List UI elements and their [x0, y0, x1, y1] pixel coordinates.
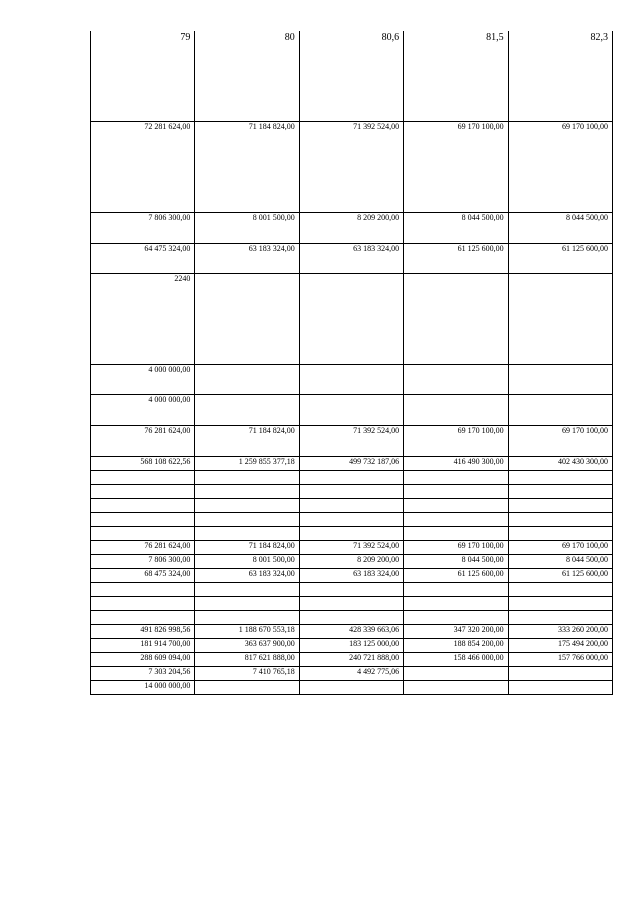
table-cell: 8 044 500,00 [508, 555, 612, 569]
table-cell [91, 499, 195, 513]
table-cell: 81,5 [404, 31, 508, 122]
table-row [91, 681, 613, 695]
table-cell: 7 806 300,00 [91, 213, 195, 244]
table-cell [195, 485, 299, 499]
table-cell: 76 281 624,00 [91, 426, 195, 457]
table-cell: 72 281 624,00 [91, 122, 195, 213]
table-cell: 71 184 824,00 [195, 541, 299, 555]
table-cell: 63 183 324,00 [299, 569, 403, 583]
table-cell [404, 667, 508, 681]
table-cell: 2240 [91, 274, 195, 365]
table-cell [195, 583, 299, 597]
table-cell [404, 527, 508, 541]
table-cell [91, 597, 195, 611]
table-cell: 69 170 100,00 [404, 426, 508, 457]
table-cell [404, 499, 508, 513]
table-cell [404, 681, 508, 695]
table-cell [299, 499, 403, 513]
table-cell: 61 125 600,00 [508, 244, 612, 274]
table-row [91, 274, 613, 365]
table-cell: 80 [195, 31, 299, 122]
table-cell [195, 471, 299, 485]
table-row [91, 395, 613, 426]
table-cell: 63 183 324,00 [299, 244, 403, 274]
table-cell [508, 499, 612, 513]
table-cell: 69 170 100,00 [404, 541, 508, 555]
table-cell [91, 611, 195, 625]
table-cell: 183 125 000,00 [299, 639, 403, 653]
table-cell: 69 170 100,00 [508, 541, 612, 555]
table-cell: 1 259 855 377,18 [195, 457, 299, 471]
table-cell [195, 597, 299, 611]
table-cell: 4 000 000,00 [91, 365, 195, 395]
table-cell: 71 184 824,00 [195, 122, 299, 213]
table-cell: 4 000 000,00 [91, 395, 195, 426]
table-cell [195, 527, 299, 541]
table-cell: 61 125 600,00 [404, 244, 508, 274]
table-cell: 76 281 624,00 [91, 541, 195, 555]
table-cell [508, 395, 612, 426]
table-cell: 568 108 622,56 [91, 457, 195, 471]
table-cell: 4 492 775,06 [299, 667, 403, 681]
table-cell: 288 609 094,00 [91, 653, 195, 667]
table-row [91, 122, 613, 213]
table-row [91, 569, 613, 583]
table-row [91, 31, 613, 122]
table-cell [508, 471, 612, 485]
table-cell [195, 513, 299, 527]
table-cell [299, 611, 403, 625]
table-row [91, 583, 613, 597]
table-cell [404, 395, 508, 426]
table-cell: 8 044 500,00 [404, 213, 508, 244]
table-cell [195, 365, 299, 395]
table-cell: 69 170 100,00 [404, 122, 508, 213]
table-row [91, 541, 613, 555]
table-cell [508, 583, 612, 597]
table-cell [195, 274, 299, 365]
table-cell: 363 637 900,00 [195, 639, 299, 653]
table-cell [91, 485, 195, 499]
table-cell [404, 611, 508, 625]
table-cell [195, 499, 299, 513]
table-cell [508, 513, 612, 527]
table-cell: 69 170 100,00 [508, 122, 612, 213]
table-cell: 499 732 187,06 [299, 457, 403, 471]
table-cell [91, 527, 195, 541]
table-cell: 79 [91, 31, 195, 122]
budget-table [90, 31, 613, 695]
table-cell [404, 583, 508, 597]
table-cell [508, 611, 612, 625]
table-cell: 817 621 888,00 [195, 653, 299, 667]
table-cell: 80,6 [299, 31, 403, 122]
table-cell [299, 527, 403, 541]
table-row [91, 457, 613, 471]
table-cell [91, 583, 195, 597]
table-cell: 61 125 600,00 [508, 569, 612, 583]
budget-table-sheet [90, 31, 612, 695]
table-cell [404, 274, 508, 365]
table-row [91, 213, 613, 244]
table-row [91, 653, 613, 667]
table-cell: 7 410 765,18 [195, 667, 299, 681]
table-cell [91, 513, 195, 527]
table-row [91, 485, 613, 499]
table-cell [404, 471, 508, 485]
table-cell: 175 494 200,00 [508, 639, 612, 653]
table-cell [299, 471, 403, 485]
table-cell [195, 611, 299, 625]
table-cell: 71 392 524,00 [299, 122, 403, 213]
table-cell [404, 365, 508, 395]
table-cell: 71 392 524,00 [299, 541, 403, 555]
table-cell: 333 260 200,00 [508, 625, 612, 639]
table-cell [91, 471, 195, 485]
table-cell [195, 681, 299, 695]
table-cell: 8 001 500,00 [195, 213, 299, 244]
table-cell [299, 274, 403, 365]
table-cell [404, 485, 508, 499]
table-cell: 14 000 000,00 [91, 681, 195, 695]
table-cell: 8 044 500,00 [508, 213, 612, 244]
table-cell [299, 681, 403, 695]
table-cell: 7 303 204,56 [91, 667, 195, 681]
table-cell: 7 806 300,00 [91, 555, 195, 569]
table-cell: 181 914 700,00 [91, 639, 195, 653]
table-cell [299, 365, 403, 395]
table-cell: 71 392 524,00 [299, 426, 403, 457]
table-row [91, 471, 613, 485]
table-cell: 8 209 200,00 [299, 213, 403, 244]
table-cell: 428 339 663,06 [299, 625, 403, 639]
table-cell: 188 854 200,00 [404, 639, 508, 653]
table-row [91, 499, 613, 513]
table-cell: 71 184 824,00 [195, 426, 299, 457]
table-cell: 61 125 600,00 [404, 569, 508, 583]
table-cell: 402 430 300,00 [508, 457, 612, 471]
budget-table-body [91, 31, 613, 695]
table-cell: 8 001 500,00 [195, 555, 299, 569]
table-cell: 347 320 200,00 [404, 625, 508, 639]
table-cell [299, 597, 403, 611]
table-cell: 69 170 100,00 [508, 426, 612, 457]
table-row [91, 625, 613, 639]
table-cell: 63 183 324,00 [195, 244, 299, 274]
table-cell [299, 395, 403, 426]
table-cell: 240 721 888,00 [299, 653, 403, 667]
table-cell: 8 209 200,00 [299, 555, 403, 569]
table-cell [508, 527, 612, 541]
table-cell [508, 485, 612, 499]
table-cell: 63 183 324,00 [195, 569, 299, 583]
table-cell [404, 597, 508, 611]
table-cell [508, 681, 612, 695]
table-cell: 157 766 000,00 [508, 653, 612, 667]
table-cell: 82,3 [508, 31, 612, 122]
table-cell: 1 188 670 553,18 [195, 625, 299, 639]
table-row [91, 426, 613, 457]
table-cell [508, 597, 612, 611]
table-row [91, 527, 613, 541]
table-cell: 64 475 324,00 [91, 244, 195, 274]
table-row [91, 639, 613, 653]
table-cell: 158 466 000,00 [404, 653, 508, 667]
table-row [91, 611, 613, 625]
table-row [91, 667, 613, 681]
table-cell: 416 490 300,00 [404, 457, 508, 471]
table-cell [508, 274, 612, 365]
table-cell [508, 365, 612, 395]
table-cell [508, 667, 612, 681]
table-row [91, 555, 613, 569]
table-cell: 8 044 500,00 [404, 555, 508, 569]
table-cell: 68 475 324,00 [91, 569, 195, 583]
table-cell [299, 485, 403, 499]
table-row [91, 244, 613, 274]
table-cell [299, 513, 403, 527]
table-row [91, 513, 613, 527]
table-cell [299, 583, 403, 597]
table-cell [404, 513, 508, 527]
table-row [91, 597, 613, 611]
table-cell [195, 395, 299, 426]
table-cell: 491 826 998,56 [91, 625, 195, 639]
table-row [91, 365, 613, 395]
